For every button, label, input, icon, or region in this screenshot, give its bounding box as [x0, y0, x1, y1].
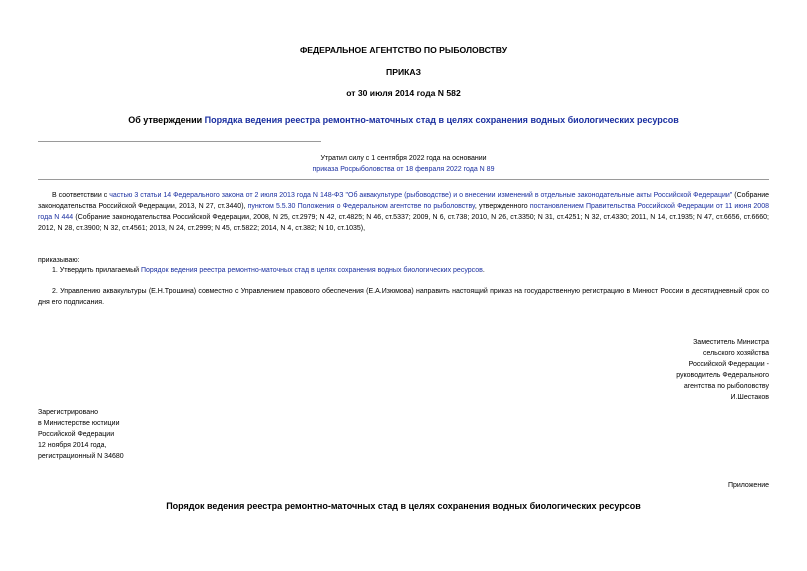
- repeal-order-link[interactable]: приказа Росрыболовства от 18 февраля 2022 года N 89: [312, 166, 495, 173]
- law-148-link[interactable]: частью 3 статьи 14 Федерального закона от 2 июля 2013 года N 148-ФЗ "Об аквакультуре (рыбоводстве) и о внесении изменений в отдельные законодательные акты Российской Федерации": [109, 192, 733, 199]
- order-word: приказываю:: [38, 257, 80, 264]
- preamble-paragraph: [38, 190, 769, 234]
- preamble-text-4: (Собрание законодательства Российской Федерации, 2008, N 25, ст.2979; N 42, ст.4825; N 46, ст.5337; 2009, N 6, ст.738; 2010, N 26, ст.3350; N 31, ст.4251; N 32, ст.4330; 2011, N 14, ст.1935; N 47, ст.6656, ст.6660; 2012, N 28, ст.3900; N 32, ст.4561; 2013, N 24, ст.2999; N 45, ст.5822; 2014, N 4, ст.382; N 10, ст.1035),: [38, 214, 769, 232]
- agency-name: ФЕДЕРАЛЬНОЕ АГЕНТСТВО ПО РЫБОЛОВСТВУ: [299, 45, 508, 55]
- divider-short: [38, 141, 321, 142]
- order-item-2: 2. Управлению аквакультуры (Е.Н.Трошина) совместно с Управлением правового обеспечения (Е.А.Изюмова) направить настоящий приказ на государственную регистрацию в Минюст России в десятидневный срок со дня его подписания.: [38, 288, 769, 306]
- doc-title-prefix: Об утверждении: [128, 115, 205, 125]
- government-decree-link[interactable]: постановлением Правительства Российской Федерации от 11 июня 2008 года N 444: [38, 203, 769, 221]
- signature-line: Заместитель Министра: [693, 339, 769, 346]
- status-notice: [0, 153, 807, 175]
- registration-line: регистрационный N 34680: [38, 453, 124, 460]
- doc-title-link[interactable]: Порядка ведения реестра ремонтно-маточных стад в целях сохранения водных биологических ресурсов: [204, 115, 679, 125]
- doc-title: [0, 115, 807, 125]
- signature-name: И.Шестаков: [730, 394, 769, 401]
- appendix-title: Порядок ведения реестра ремонтно-маточных стад в целях сохранения водных биологических ресурсов: [166, 501, 641, 511]
- signature-block: [676, 337, 769, 403]
- registration-line: 12 ноября 2014 года,: [38, 442, 107, 449]
- signature-line: сельского хозяйства: [702, 350, 769, 357]
- regulation-item-link[interactable]: пунктом 5.5.30 Положения о Федеральном агентстве по рыболовству: [247, 203, 475, 210]
- appendix-label: Приложение: [727, 482, 769, 489]
- registration-line: в Министерстве юстиции: [38, 420, 120, 427]
- divider-full: [38, 179, 769, 180]
- registration-line: Российской Федерации: [38, 431, 115, 438]
- procedure-link[interactable]: Порядок ведения реестра ремонтно-маточных стад в целях сохранения водных биологических ресурсов: [140, 267, 483, 274]
- preamble-text-3: , утвержденного: [474, 203, 530, 210]
- signature-line: Российской Федерации -: [688, 361, 769, 368]
- order-item-1-end: .: [482, 267, 485, 274]
- status-line: Утратил силу с 1 сентября 2022 года на основании: [320, 155, 487, 162]
- order-item-1-text: 1. Утвердить прилагаемый: [52, 267, 141, 274]
- signature-line: руководитель Федерального: [676, 372, 769, 379]
- registration-line: Зарегистрировано: [38, 409, 98, 416]
- order-item-1: [38, 265, 769, 276]
- doc-type: ПРИКАЗ: [386, 67, 421, 77]
- preamble-text-1: В соответствии с: [52, 192, 110, 199]
- signature-line: агентства по рыболовству: [683, 383, 769, 390]
- registration-block: [38, 407, 124, 462]
- doc-date-number: от 30 июля 2014 года N 582: [346, 88, 461, 98]
- preamble-text-2: (Собрание законодательства Российской Федерации, 2013, N 27, ст.3440),: [38, 192, 769, 210]
